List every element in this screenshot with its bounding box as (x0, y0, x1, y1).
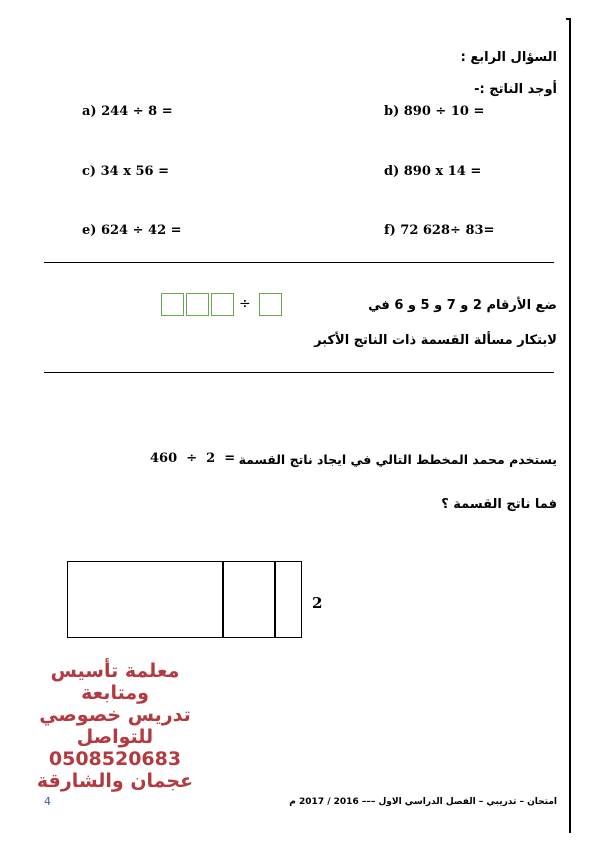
digit-box-4[interactable] (259, 293, 282, 316)
digit-box-2[interactable] (186, 293, 209, 316)
diagram-question: فما ناتج القسمة ؟ (441, 497, 557, 512)
problem-c: c) 34 x 56 = (82, 164, 169, 179)
digits-instruction-line1: ضع الأرقام 2 و 7 و 5 و 6 في (368, 298, 557, 313)
promo-line-4: للتواصل (76, 726, 154, 748)
promo-line-2: ومتابعة (81, 682, 149, 704)
divisor-label: 2 (312, 594, 323, 612)
problem-e: e) 624 ÷ 42 = (82, 223, 182, 238)
division-equation: 460 ÷ 2 = (150, 451, 236, 466)
promo-phone: 0508520683 (48, 748, 182, 770)
digits-instruction-line2: لابتكار مسألة القسمة ذات الناتج الأكبر (314, 333, 557, 348)
tutor-advertisement (30, 660, 200, 792)
problem-a: a) 244 ÷ 8 = (82, 104, 173, 119)
area-model-bar (67, 561, 302, 638)
page-border-right (569, 18, 571, 833)
area-model-divider-1 (222, 561, 224, 638)
problem-f: f) 72 628÷ 83= (384, 223, 495, 238)
promo-line-6: عجمان والشارقة (36, 770, 194, 792)
divider-2 (44, 372, 554, 373)
area-model-divider-2 (274, 561, 276, 638)
promo-line-1: معلمة تأسيس (50, 660, 180, 682)
digit-box-3[interactable] (211, 293, 234, 316)
question-title: السؤال الرابع : (460, 50, 557, 65)
divider-1 (44, 262, 554, 263)
promo-line-3: تدريس خصوصي (39, 704, 191, 726)
digit-box-1[interactable] (161, 293, 184, 316)
page-number: 4 (44, 795, 51, 808)
footer-text: امتحان – تدريبي – الفصل الدراسي الاول ––– 2016 / 2017 م (289, 797, 557, 807)
problem-d: d) 890 x 14 = (384, 164, 482, 179)
problem-b: b) 890 ÷ 10 = (384, 104, 485, 119)
instruction-text: أوجد الناتج :- (474, 82, 557, 97)
division-sign: ÷ (239, 296, 251, 312)
diagram-prompt: يستخدم محمد المخطط التالي في ايجاد ناتج القسمة (238, 452, 557, 467)
